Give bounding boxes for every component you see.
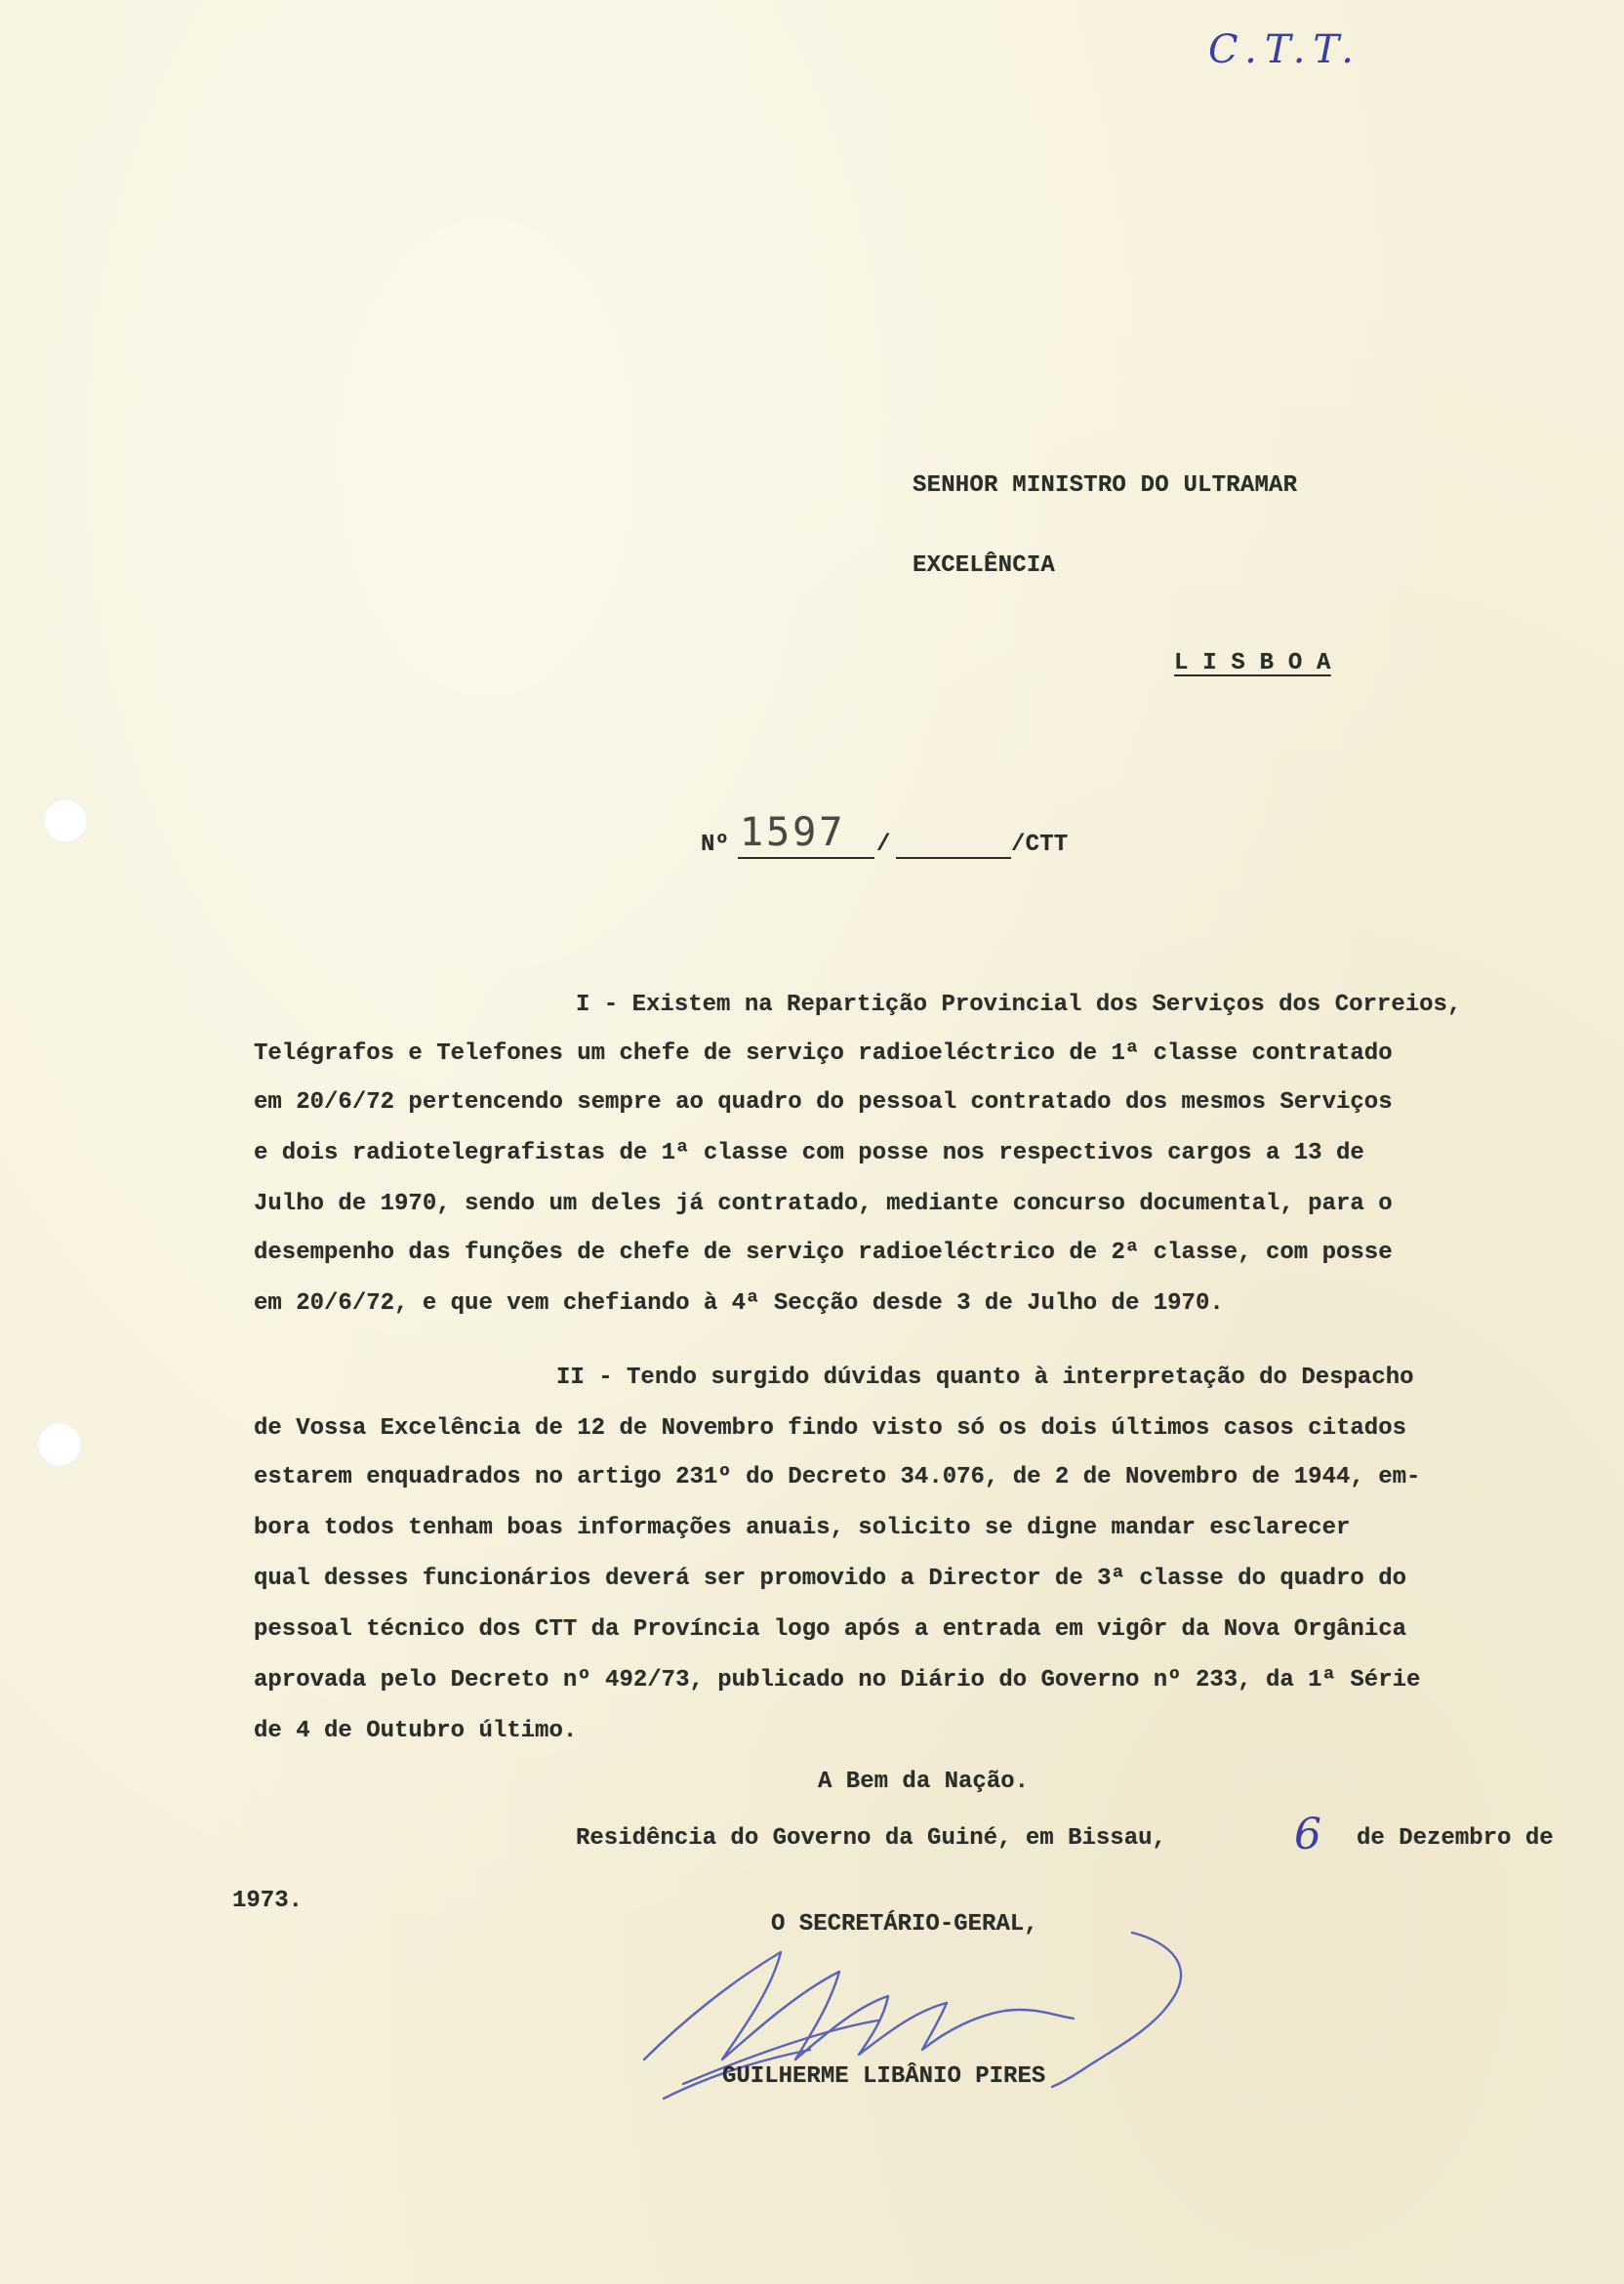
paragraph-1-line: Telégrafos e Telefones um chefe de serviço radioeléctrico de 1ª classe contratado: [254, 1040, 1393, 1067]
reference-number: 1597: [740, 810, 846, 855]
reference-blank-1: [738, 857, 874, 859]
closing-salutation: A Bem da Nação.: [818, 1769, 1030, 1795]
reference-separator: /: [876, 832, 891, 858]
handwritten-day: 6: [1294, 1810, 1321, 1859]
punch-hole-upper: [43, 798, 88, 843]
paragraph-1-line: desempenho das funções de chefe de serviço radioeléctrico de 2ª classe, com posse: [254, 1240, 1393, 1266]
paragraph-1-line: em 20/6/72 pertencendo sempre ao quadro do pessoal contratado dos mesmos Serviços: [254, 1089, 1393, 1116]
paragraph-1-line: Julho de 1970, sendo um deles já contratado, mediante concurso documental, para o: [254, 1191, 1393, 1217]
paragraph-2-line: estarem enquadrados no artigo 231º do Decreto 34.076, de 2 de Novembro de 1944, em-: [254, 1464, 1421, 1490]
reference-number-line: [701, 810, 1111, 869]
paragraph-2-line: bora todos tenham boas informações anuais, solicito se digne mandar esclarecer: [254, 1515, 1351, 1541]
punch-hole-lower: [37, 1422, 82, 1467]
reference-suffix: /CTT: [1011, 832, 1069, 858]
signatory-name: GUILHERME LIBÂNIO PIRES: [722, 2063, 1046, 2090]
addressee-line1: SENHOR MINISTRO DO ULTRAMAR: [913, 472, 1298, 499]
paragraph-1-line: e dois radiotelegrafistas de 1ª classe com posse nos respectivos cargos a 13 de: [254, 1140, 1364, 1166]
paragraph-1-line: em 20/6/72, e que vem chefiando à 4ª Secção desde 3 de Julho de 1970.: [254, 1290, 1224, 1317]
closing-place-prefix: Residência do Governo da Guiné, em Bissau,: [576, 1825, 1166, 1852]
reference-label: Nº: [701, 832, 730, 858]
closing-title: O SECRETÁRIO-GERAL,: [771, 1911, 1038, 1937]
paragraph-2-line: de 4 de Outubro último.: [254, 1718, 578, 1744]
closing-place-suffix: de Dezembro de: [1357, 1825, 1554, 1852]
paragraph-2-line: pessoal técnico dos CTT da Província logo após a entrada em vigôr da Nova Orgânica: [254, 1616, 1406, 1643]
handwritten-annotation: C.T.T.: [1208, 27, 1361, 72]
paragraph-2-line: II - Tendo surgido dúvidas quanto à interpretação do Despacho: [556, 1365, 1414, 1391]
paragraph-1-line: I - Existem na Repartição Provincial dos Serviços dos Correios,: [576, 992, 1462, 1018]
addressee-line2: EXCELÊNCIA: [913, 552, 1056, 579]
addressee-city: L I S B O A: [1174, 650, 1331, 676]
reference-blank-2: [896, 857, 1011, 859]
closing-year: 1973.: [232, 1888, 304, 1914]
paragraph-2-line: aprovada pelo Decreto nº 492/73, publicado no Diário do Governo nº 233, da 1ª Série: [254, 1667, 1421, 1693]
paragraph-2-line: qual desses funcionários deverá ser promovido a Director de 3ª classe do quadro do: [254, 1566, 1406, 1592]
paragraph-2-line: de Vossa Excelência de 12 de Novembro findo visto só os dois últimos casos citados: [254, 1415, 1406, 1442]
